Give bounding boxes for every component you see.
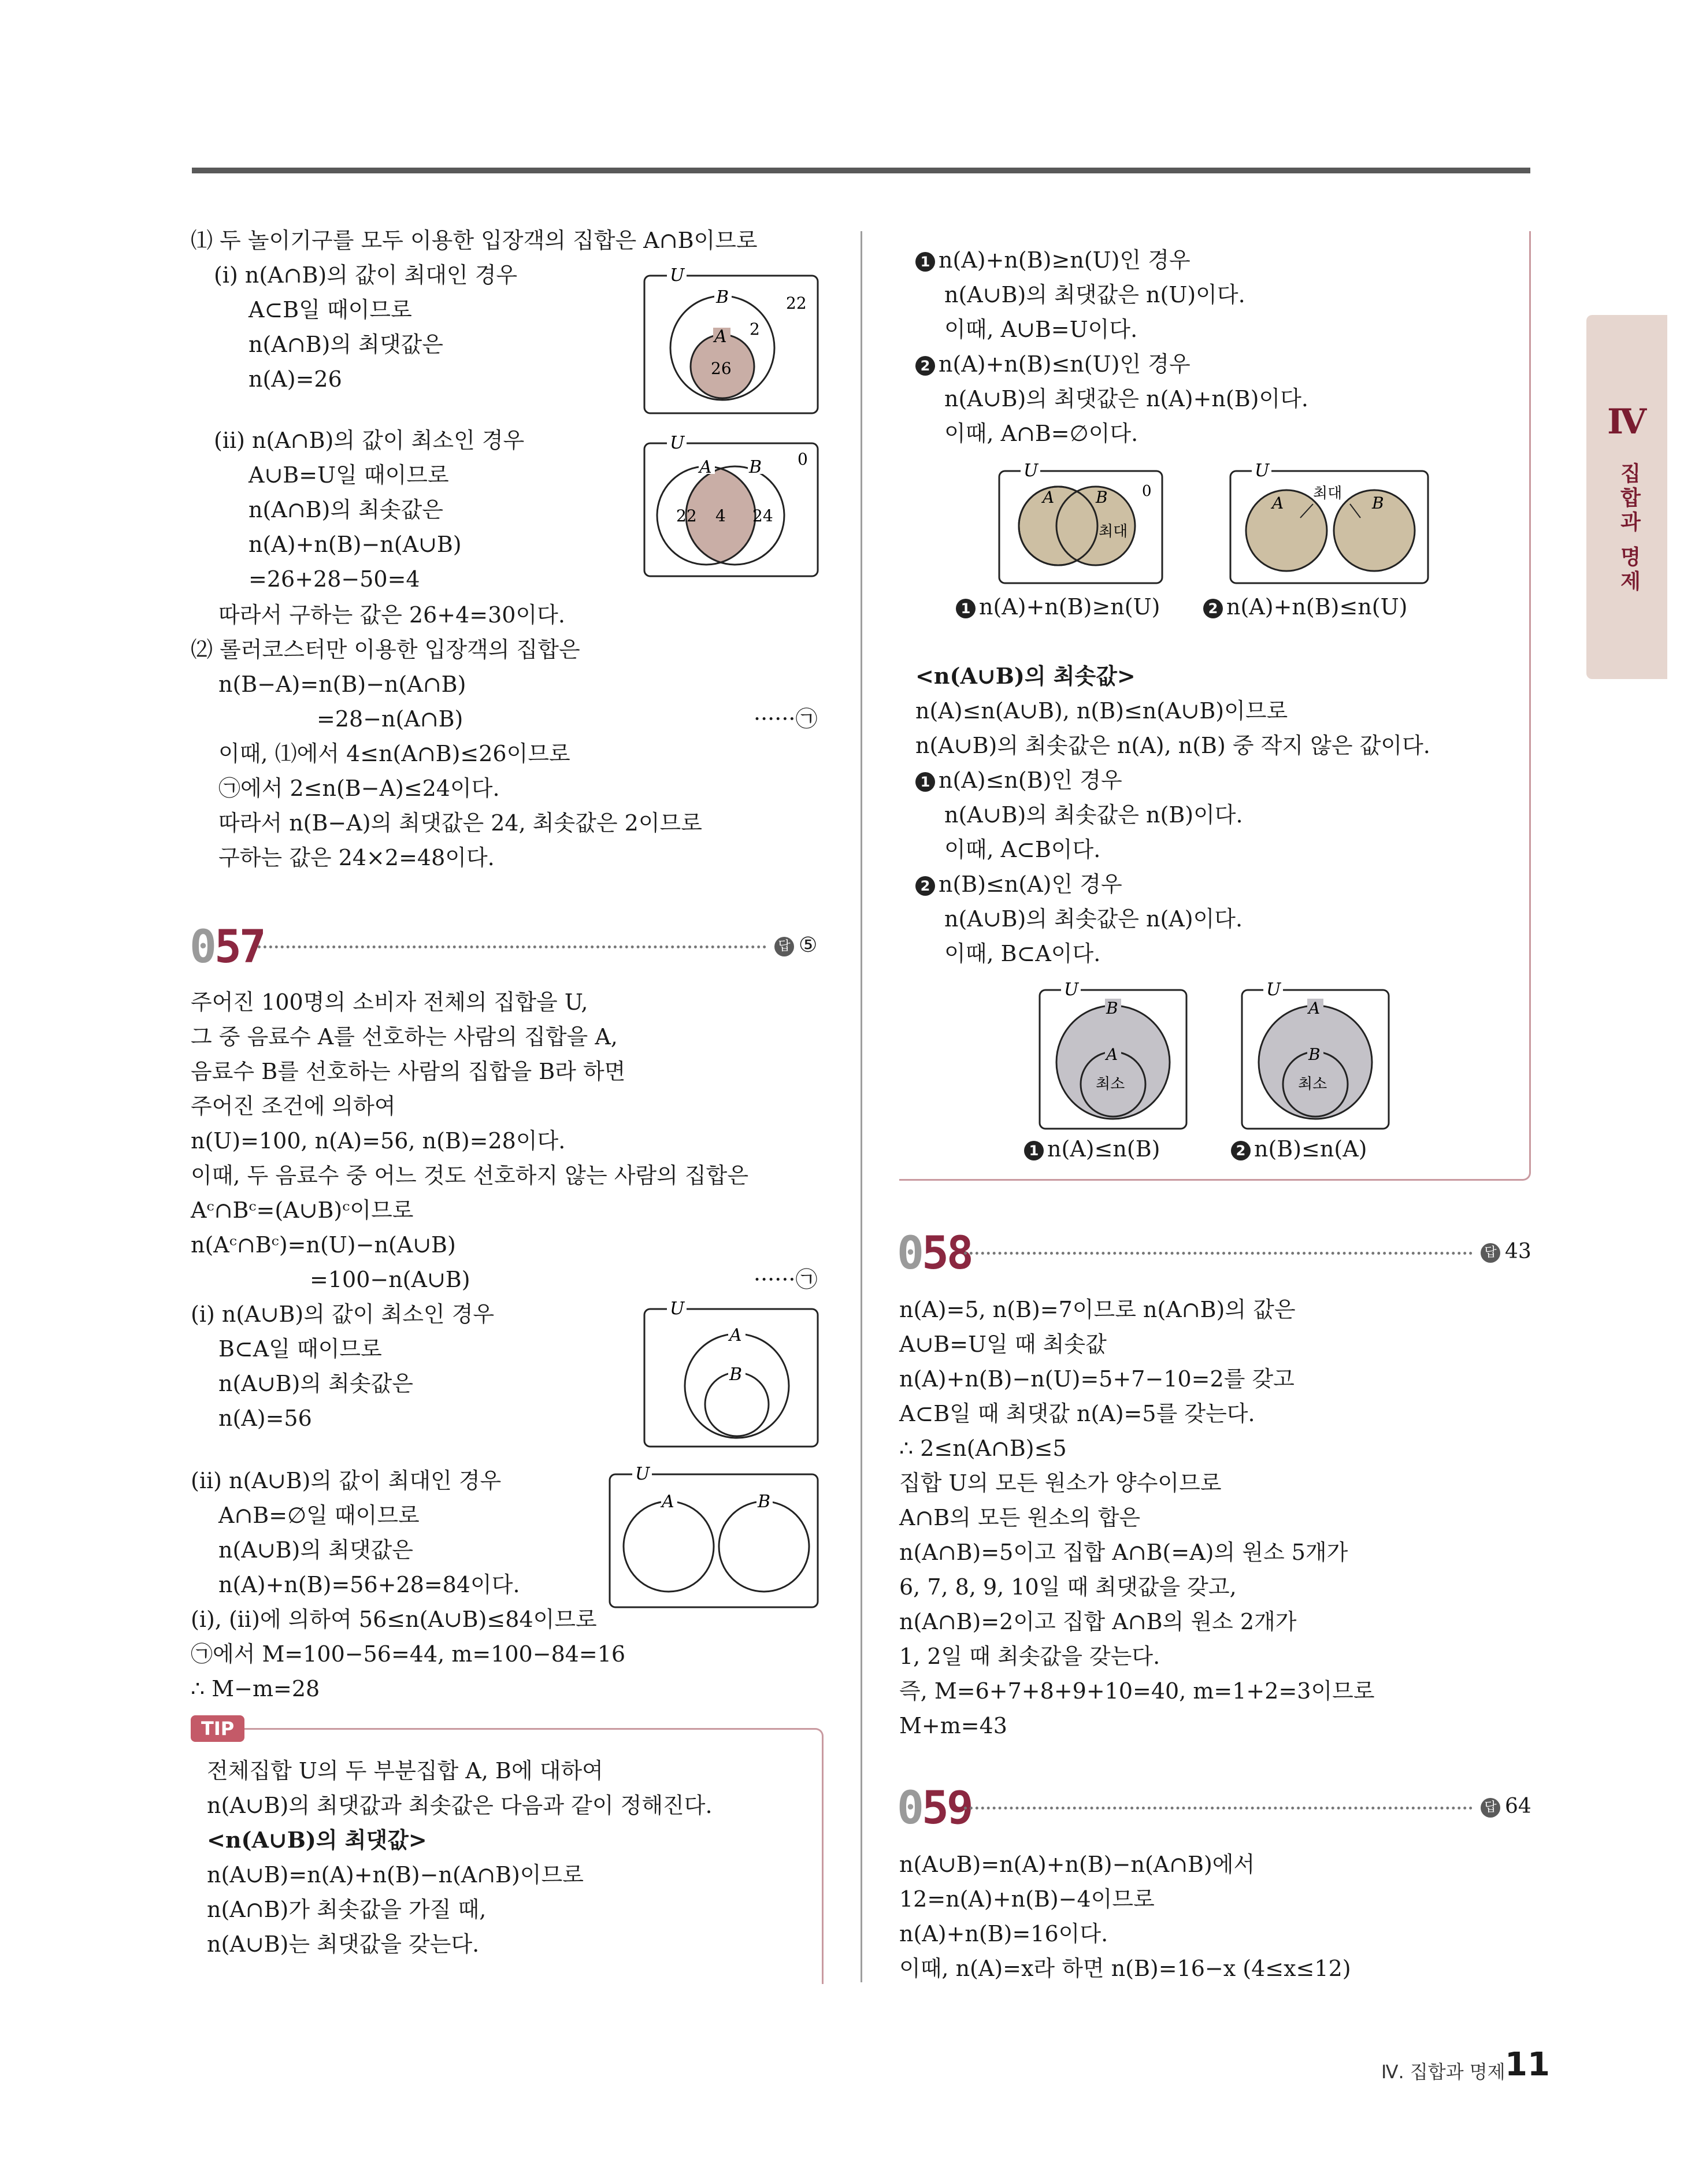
venn-diagram-a-subset-b [643,267,822,415]
text-line: =28−n(A∩B) [317,706,463,732]
text-line: A∩B=∅일 때이므로 [218,1503,420,1528]
count-b-only: 2 [750,320,760,339]
venn-diagram-union-u [643,435,822,578]
text-line: n(A)+n(B)=56+28=84이다. [218,1572,520,1597]
label-u: U [1266,981,1281,1000]
venn-diagram-max-disjoint [1229,462,1431,585]
text-line: 이때, 두 음료수 중 어느 것도 선호하지 않는 사람의 집합은 [191,1163,749,1188]
text-line: n(B−A)=n(B)−n(A∩B) [218,672,466,697]
venn-diagram-max-union [997,462,1165,585]
label-b: B [758,1492,771,1512]
text-line: n(A∪B)의 최솟값은 [218,1371,413,1396]
diagram-caption: 1 n(A)+n(B)≥n(U) [956,594,1160,620]
label-a: A [1272,494,1284,513]
top-rule [192,168,1530,173]
venn-diagram-b-subset-a [643,1300,822,1448]
label-b: B [749,457,762,477]
venn-diagram-b-subset-a-min [1240,981,1392,1130]
text-line: 주어진 조건에 의하여 [191,1093,396,1119]
count-a-only: 22 [676,506,697,525]
label-u: U [670,1300,685,1319]
venn-diagram-disjoint [608,1466,822,1609]
text-line: n(A)=26 [249,366,342,392]
text-line: A∪B=U일 때이므로 [249,462,449,488]
text-line: n(A∩B)=2이고 집합 A∩B의 원소 2개가 [899,1609,1297,1634]
chapter-roman: Ⅳ [1607,402,1647,442]
label-u: U [1255,462,1270,481]
answer-057: 답 ⑤ [774,934,817,957]
text-line: A⊂B일 때이므로 [249,297,412,322]
text-line: 집합 U의 모든 원소가 양수이므로 [899,1470,1222,1496]
text-line: n(A∩B)의 최댓값은 [249,332,443,357]
tip-badge: TIP [191,1715,244,1742]
page-number: 11 [1505,2046,1550,2083]
dotted-leader [964,1252,1473,1255]
diagram-caption: 2 n(A)+n(B)≤n(U) [1203,594,1407,620]
tip-heading: <n(A∪B)의 최솟값> [915,663,1136,689]
text-line: (ⅰ) n(A∩B)의 값이 최대인 경우 [214,262,518,288]
text-line: n(A∪B)의 최댓값은 n(A)+n(B)이다. [944,386,1308,411]
count-b-only: 24 [752,506,773,525]
text-line: n(A∪B)의 최솟값은 n(B)이다. [944,802,1243,828]
diagram-caption: 1 n(A)≤n(B) [1024,1136,1160,1162]
count-outside: 0 [798,450,808,469]
text-line: n(A)+n(B)−n(U)=5+7−10=2를 갖고 [899,1366,1295,1392]
text-line: ∴ 2≤n(A∩B)≤5 [899,1436,1067,1461]
text-line: n(A∪B)의 최솟값은 n(A), n(B) 중 작지 않은 값이다. [915,733,1430,758]
label-u: U [670,267,685,285]
text-line: A⊂B일 때 최댓값 n(A)=5를 갖는다. [899,1401,1255,1426]
equation-tag: ······㉠ [754,706,818,732]
text-line: 이때, n(A)=x라 하면 n(B)=16−x (4≤x≤12) [899,1956,1351,1981]
text-line: A∪B=U일 때 최솟값 [899,1332,1107,1357]
column-divider [861,231,862,1982]
text-line: n(Aᶜ∩Bᶜ)=n(U)−n(A∪B) [191,1232,456,1258]
text-line: M+m=43 [899,1713,1007,1738]
chapter-title-vertical: 집합과 명제 [1617,462,1641,595]
label-min: 최소 [1298,1076,1327,1093]
answer-058: 답 43 [1481,1240,1531,1263]
text-line: 이때, A∪B=U이다. [944,317,1138,342]
label-b: B [1106,999,1118,1018]
label-u: U [1023,462,1039,481]
label-max: 최대 [1099,523,1128,540]
equation-tag: ······㉠ [754,1267,818,1292]
text-line: 6, 7, 8, 9, 10일 때 최댓값을 갖고, [899,1574,1237,1600]
text-line: 이때, B⊂A이다. [944,941,1101,966]
text-line: n(A∩B)=5이고 집합 A∩B(=A)의 원소 5개가 [899,1540,1348,1565]
label-a: A [699,457,712,477]
text-line: ㉠에서 M=100−56=44, m=100−84=16 [191,1641,626,1667]
label-a: A [662,1492,674,1512]
text-line: (ⅱ) n(A∪B)의 값이 최대인 경우 [191,1468,502,1493]
text-line: 따라서 구하는 값은 26+4=30이다. [218,602,565,628]
text-line: n(A)=56 [218,1406,312,1431]
text-line: ⑴ 두 놀이기구를 모두 이용한 입장객의 집합은 A∩B이므로 [191,228,758,253]
text-line: 1, 2일 때 최솟값을 갖는다. [899,1644,1160,1669]
text-line: (ⅱ) n(A∩B)의 값이 최소인 경우 [214,428,525,453]
text-line: n(A∪B)의 최댓값은 [218,1537,413,1563]
answer-059: 답 64 [1481,1795,1531,1818]
label-a: A [1106,1045,1118,1064]
text-line: ㉠에서 2≤n(B−A)≤24이다. [218,776,500,801]
diagram-caption: 2 n(B)≤n(A) [1231,1136,1367,1162]
text-line: =26+28−50=4 [249,566,420,592]
label-b: B [729,1364,743,1385]
text-line: 1 n(A)+n(B)≥n(U)인 경우 [915,247,1191,273]
chapter-side-tab [1586,315,1667,679]
tip-line: n(A∩B)가 최솟값을 가질 때, [207,1897,487,1922]
problem-number-057: 057 [190,921,264,973]
text-line: 이때, A⊂B이다. [944,837,1101,862]
venn-diagram-a-subset-b-min [1038,981,1189,1130]
text-line: 즉, M=6+7+8+9+10=40, m=1+2=3이므로 [899,1678,1375,1704]
label-min: 최소 [1096,1076,1125,1093]
label-u: U [635,1466,650,1484]
label-b: B [1372,494,1384,513]
text-line: n(A∪B)=n(A)+n(B)−n(A∩B)에서 [899,1852,1255,1877]
text-line: 구하는 값은 24×2=48이다. [218,845,495,870]
text-line: 그 중 음료수 A를 선호하는 사람의 집합을 A, [191,1024,618,1050]
text-line: n(A)=5, n(B)=7이므로 n(A∩B)의 값은 [899,1297,1296,1322]
label-b: B [1096,488,1108,507]
count-outside: 0 [1142,483,1152,500]
text-line: n(A∩B)의 최솟값은 [249,497,443,522]
text-line: =100−n(A∪B) [310,1267,470,1292]
tip-heading: <n(A∪B)의 최댓값> [207,1827,427,1853]
count-intersection: 4 [715,506,726,525]
tip-line: n(A∪B)의 최댓값과 최솟값은 다음과 같이 정해진다. [207,1793,713,1818]
text-line: 따라서 n(B−A)의 최댓값은 24, 최솟값은 2이므로 [218,810,702,836]
text-line: 음료수 B를 선호하는 사람의 집합을 B라 하면 [191,1059,626,1084]
label-u: U [1064,981,1079,1000]
text-line: 2 n(B)≤n(A)인 경우 [915,872,1122,897]
tip-line: n(A∪B)=n(A)+n(B)−n(A∩B)이므로 [207,1862,584,1888]
text-line: n(A∪B)의 최댓값은 n(U)이다. [944,282,1245,307]
text-line: n(A)+n(B)=16이다. [899,1921,1108,1946]
tip-line: n(A∪B)는 최댓값을 갖는다. [207,1931,480,1957]
label-b: B [716,287,729,307]
text-line: 이때, A∩B=∅이다. [944,421,1138,446]
text-line: Aᶜ∩Bᶜ=(A∪B)ᶜ이므로 [191,1197,414,1223]
tip-line: 전체집합 U의 두 부분집합 A, B에 대하여 [207,1758,603,1783]
text-line: 1 n(A)≤n(B)인 경우 [915,767,1122,793]
problem-number-058: 058 [897,1228,971,1280]
text-line: (ⅰ), (ⅱ)에 의하여 56≤n(A∪B)≤84이므로 [191,1607,597,1632]
text-line: A∩B의 모든 원소의 합은 [899,1505,1141,1530]
text-line: 이때, ⑴에서 4≤n(A∩B)≤26이므로 [218,741,570,766]
text-line: n(A∪B)의 최솟값은 n(A)이다. [944,906,1243,932]
label-b: B [1308,1045,1321,1064]
footer-chapter-label: Ⅳ. 집합과 명제 [1381,2061,1505,2083]
label-u: U [670,435,685,453]
label-a: A [729,1325,742,1345]
text-line: B⊂A일 때이므로 [218,1336,382,1362]
label-max: 최대 [1313,485,1342,502]
dotted-leader [964,1807,1473,1810]
label-a: A [1043,488,1055,507]
text-line: (ⅰ) n(A∪B)의 값이 최소인 경우 [191,1301,495,1327]
count-outside: 22 [786,294,807,313]
text-line: n(A)≤n(A∪B), n(B)≤n(A∪B)이므로 [915,698,1288,724]
text-line: n(U)=100, n(A)=56, n(B)=28이다. [191,1128,566,1154]
dotted-leader [258,945,766,948]
count-a: 26 [711,359,732,378]
text-line: ⑵ 롤러코스터만 이용한 입장객의 집합은 [191,637,580,662]
text-line: 2 n(A)+n(B)≤n(U)인 경우 [915,351,1191,377]
problem-number-059: 059 [897,1782,971,1834]
label-a: A [714,327,727,347]
label-a: A [1308,999,1321,1018]
text-line: 12=n(A)+n(B)−4이므로 [899,1886,1155,1912]
text-line: ∴ M−m=28 [191,1676,320,1701]
text-line: n(A)+n(B)−n(A∪B) [249,532,462,557]
text-line: 주어진 100명의 소비자 전체의 집합을 U, [191,989,588,1015]
